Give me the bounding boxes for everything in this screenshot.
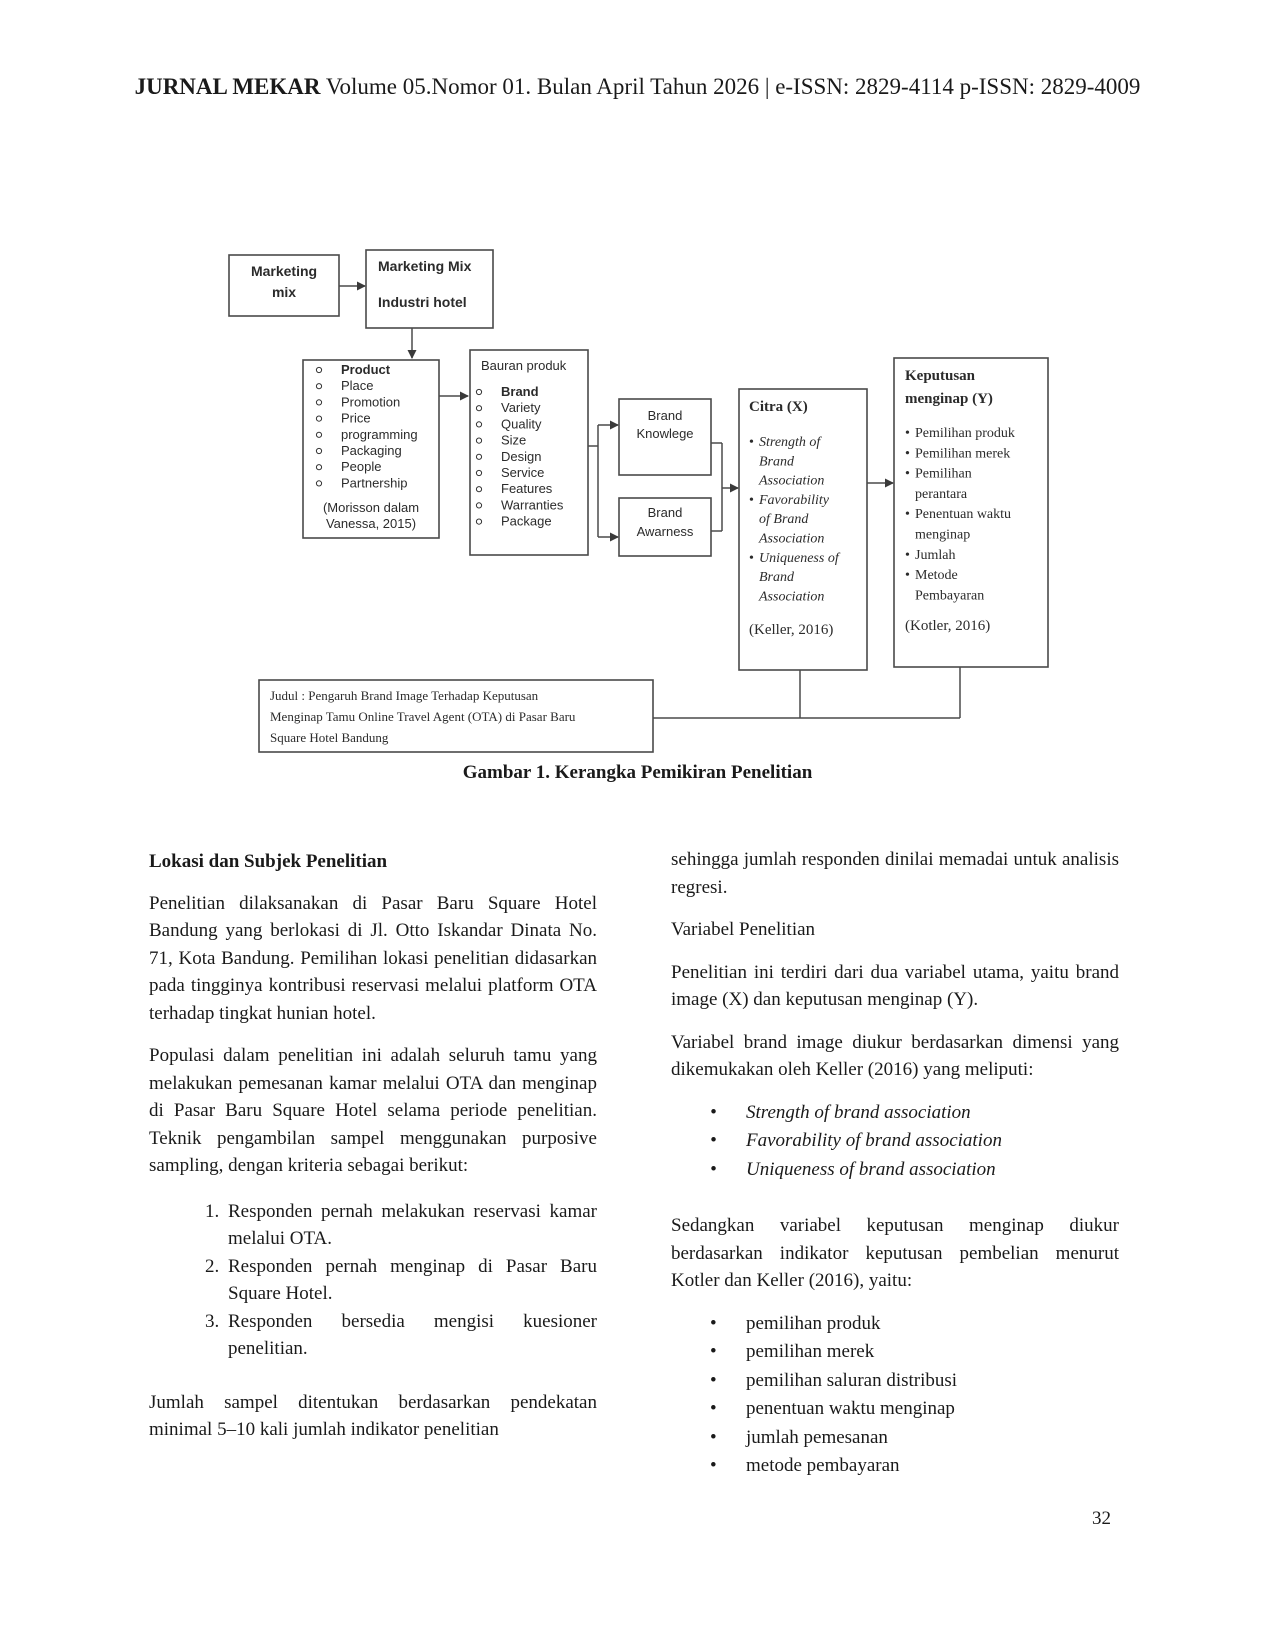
list-item: • pemilihan produk [746,1310,1119,1339]
bullet-glyph: • [905,507,910,523]
bauran-item: Design [501,448,542,464]
criteria-list [149,1198,597,1363]
list-item: • penentuan waktu menginap [746,1395,1119,1424]
keputusan-item-line: Pemilihan produk [915,426,1015,441]
paragraph-continued: sehingga jumlah responden dinilai memadai untuk analisis regresi. [671,849,1119,898]
bauran-title: Bauran produk [481,358,567,373]
subheading-variabel: Variabel Penelitian [671,919,816,940]
list-item [746,1156,1119,1185]
product-item: Price [341,410,371,426]
indicator-list [671,1310,1119,1481]
list-item: • pemilihan merek [746,1338,1119,1367]
list-item: 2. Responden pernah menginap di Pasar Baru Square Hotel. [224,1253,597,1308]
product-item: People [341,459,382,475]
list-item: 3. Responden bersedia mengisi kuesioner penelitian. [224,1308,597,1363]
keputusan-title-line-2: menginap (Y) [905,391,993,407]
bullet-glyph: • [905,466,910,482]
journal-details: Volume 05.Nomor 01. Bulan April Tahun 2026 | e-ISSN: 2829-4114 p-ISSN: 2829-4009 [320,74,1141,99]
paragraph-brand-image: Variabel brand image diukur berdasarkan dimensi yang dikemukakan oleh Keller (2016) yang meliputi: [671,1031,1119,1080]
citra-item-line: Brand [759,570,794,586]
brand-awarness-line-1: Brand [647,505,683,520]
bauran-item: Quality [501,416,542,432]
keputusan-item-line: perantara [915,486,968,502]
product-item: Product [341,362,391,377]
bullet-glyph: • [749,492,754,508]
bauran-item: Service [501,465,545,480]
product-item: Partnership [341,475,408,491]
dimension-text: Uniqueness of brand association [746,1158,996,1180]
citra-item-line: Favorability [759,492,829,508]
list-item [746,1099,1119,1128]
section-heading: Lokasi dan Subjek Penelitian [149,851,388,872]
dimension-list [671,1099,1119,1185]
bauran-item: Size [501,432,527,448]
left-column [149,848,597,1459]
dimension-text: Strength of brand association [746,1101,971,1123]
marketing-mix-hotel-line-1: Marketing Mix [378,258,472,274]
bauran-item: Variety [501,400,541,416]
list-item: 1. Responden pernah melakukan reservasi kamar melalui OTA. [224,1198,597,1253]
product-source-line-1: (Morisson dalam [322,500,420,515]
bullet-glyph: • [905,568,910,584]
keputusan-item-line: menginap [915,527,971,543]
paragraph-population: Populasi dalam penelitian ini adalah seluruh tamu yang melakukan pemesanan kamar melalui OTA dan menginap di Pasar Baru Square Hotel selama periode penelitian. Teknik pengambilan sampel menggunakan purposive sampling, dengan kriteria sebagai berikut: [149,1045,597,1176]
citra-item-line: Brand [759,454,794,470]
keputusan-item-line: Pembayaran [915,588,985,604]
citra-title: Citra (X) [749,399,808,415]
dimension-text: Favorability of brand association [746,1130,1002,1151]
bauran-item: Brand [501,384,539,399]
marketing-mix-hotel-box [366,250,493,328]
paragraph-keputusan: Sedangkan variabel keputusan menginap diukur berdasarkan indikator keputusan pembelian menurut Kotler dan Keller (2016), yaitu: [671,1215,1119,1291]
brand-knowlege-line-2: Knowlege [636,426,694,441]
bauran-item: Package [501,513,552,529]
bullet-glyph: • [749,550,754,566]
marketing-mix-hotel-line-2: Industri hotel [378,294,467,310]
citra-item-line: Association [759,531,825,547]
product-item: Packaging [341,443,402,458]
brand-awarness-line-2: Awarness [636,524,694,539]
brand-knowlege-line-1: Brand [647,408,683,423]
list-item: • pemilihan saluran distribusi [746,1367,1119,1396]
marketing-mix-line-1: Marketing [250,263,318,279]
keputusan-item-line: Penentuan waktu [915,507,1012,523]
judul-line-3: Square Hotel Bandung [270,730,389,745]
citra-item-line: Strength of [759,435,821,450]
keputusan-item-line: Pemilihan [915,466,972,482]
paragraph-variables: Penelitian ini terdiri dari dua variabel utama, yaitu brand image (X) dan keputusan menginap (Y). [671,961,1119,1010]
product-item: programming [341,426,418,442]
bauran-box [470,350,588,555]
journal-name: JURNAL MEKAR [134,74,321,99]
brand-knowlege-box [619,399,711,475]
bauran-item: Features [501,481,553,497]
keputusan-source: (Kotler, 2016) [905,618,991,634]
product-box [303,360,439,538]
marketing-mix-box [229,255,339,316]
product-item: Place [341,378,374,394]
bullet-glyph: • [905,547,910,563]
list-item: • jumlah pemesanan [746,1424,1119,1453]
citra-item-line: Association [759,589,825,605]
list-item: • metode pembayaran [746,1452,1119,1481]
keputusan-item-line: Jumlah [915,547,956,563]
bauran-item: Warranties [501,497,564,513]
citra-source: (Keller, 2016) [749,622,834,638]
bullet-glyph: • [905,446,910,462]
judul-box [259,680,653,752]
product-item: Promotion [341,394,401,410]
keputusan-item-line: Pemilihan merek [915,446,1011,462]
keputusan-title-line-1: Keputusan [905,368,976,384]
paragraph-location: Penelitian dilaksanakan di Pasar Baru Square Hotel Bandung yang berlokasi di Jl. Otto Iskandar Dinata No. 71, Kota Bandung. Pemilihan lokasi penelitian didasarkan pada tingginya kontribusi reservasi melalui platform OTA terhadap tingkat hunian hotel. [149,892,597,1024]
citra-item-line: Association [759,473,825,489]
product-source-line-2: Vanessa, 2015) [325,516,417,531]
bullet-glyph: • [749,435,754,450]
list-item [746,1127,1119,1156]
keputusan-box [894,358,1048,667]
brand-awarness-box [619,498,711,556]
citra-item-line: of Brand [759,512,809,528]
citra-item-line: Uniqueness of [759,550,839,566]
page-number: 32 [1092,1508,1111,1529]
judul-line-2: Menginap Tamu Online Travel Agent (OTA) di Pasar Baru [270,709,576,724]
framework-diagram [0,0,1275,770]
bullet-glyph: • [905,426,910,441]
paragraph-sample: Jumlah sampel ditentukan berdasarkan pendekatan minimal 5–10 kali jumlah indikator penelitian [149,1391,597,1440]
marketing-mix-line-2: mix [271,284,297,300]
figure-caption: Gambar 1. Kerangka Pemikiran Penelitian [462,762,813,783]
right-column [671,846,1119,1509]
keputusan-item-line: Metode [915,568,958,584]
judul-line-1: Judul : Pengaruh Brand Image Terhadap Keputusan [270,688,539,703]
citra-box [739,389,867,670]
